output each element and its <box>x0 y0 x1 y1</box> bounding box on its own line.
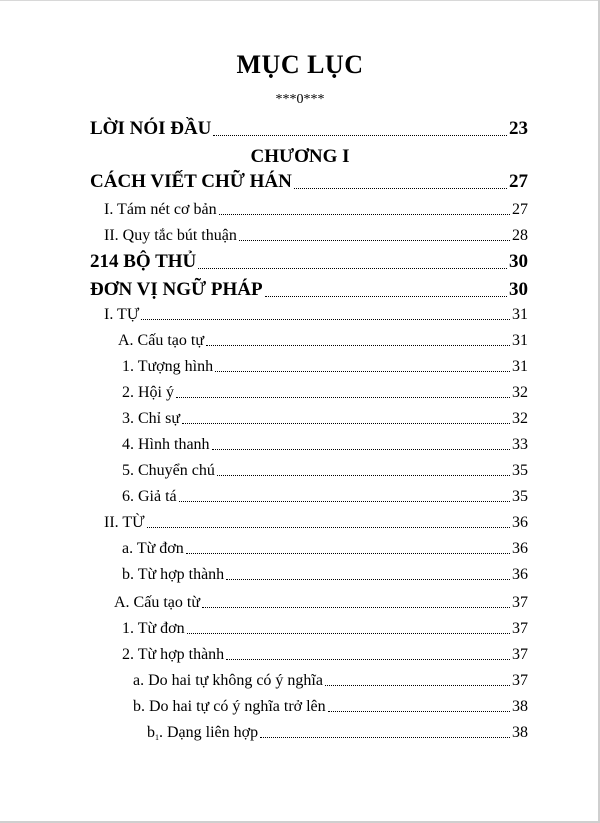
dot-leader <box>260 737 510 738</box>
toc-entry-page: 31 <box>512 358 528 375</box>
toc-entry-label: 1. Từ đơn <box>122 620 185 637</box>
dot-leader <box>147 527 510 528</box>
dot-leader <box>217 475 510 476</box>
toc-entry[interactable] <box>104 227 528 245</box>
toc-entry-page: 32 <box>512 410 528 427</box>
dot-leader <box>206 345 510 346</box>
toc-entry-label: a. Từ đơn <box>122 540 184 557</box>
dot-leader <box>198 268 507 269</box>
dot-leader <box>202 607 510 608</box>
toc-entry-page: 37 <box>512 594 528 611</box>
dot-leader <box>182 423 510 424</box>
toc-entry-page: 30 <box>509 279 528 300</box>
toc-entry-label: 3. Chỉ sự <box>122 410 181 427</box>
toc-entry-label: A. Cấu tạo từ <box>114 594 200 611</box>
toc-entry-page: 35 <box>512 488 528 505</box>
toc-entry-page: 28 <box>512 227 528 244</box>
toc-entry-label-subscript: 1 <box>155 733 159 742</box>
toc-entry[interactable] <box>122 566 528 584</box>
toc-entry-label: I. Tám nét cơ bản <box>104 201 217 218</box>
toc-entry[interactable] <box>122 410 528 428</box>
toc-entry[interactable] <box>90 251 528 273</box>
toc-entry[interactable] <box>133 698 528 716</box>
toc-entry-page: 33 <box>512 436 528 453</box>
dot-leader <box>141 319 510 320</box>
toc-entry-label: 5. Chuyển chú <box>122 462 215 479</box>
toc-entry-label: A. Cấu tạo tự <box>118 332 204 349</box>
toc-entry-page: 37 <box>512 672 528 689</box>
toc-entry-page: 31 <box>512 306 528 323</box>
toc-entry-label: LỜI NÓI ĐẦU <box>90 118 212 139</box>
toc-entry-page: 38 <box>512 724 528 741</box>
toc-entry-page: 36 <box>512 540 528 557</box>
dot-leader <box>215 371 510 372</box>
dot-leader <box>219 214 510 215</box>
toc-entry[interactable] <box>133 672 528 690</box>
toc-entry-page: 36 <box>512 514 528 531</box>
title-ornament: ***0*** <box>275 92 325 107</box>
toc-entry[interactable] <box>122 358 528 376</box>
toc-entry-page: 31 <box>512 332 528 349</box>
dot-leader <box>187 633 510 634</box>
toc-entry[interactable] <box>122 436 528 454</box>
dot-leader <box>328 711 510 712</box>
toc-entry-page: 27 <box>512 201 528 218</box>
toc-entry[interactable] <box>104 306 528 324</box>
toc-entry[interactable] <box>104 201 528 219</box>
toc-entry[interactable] <box>104 514 528 532</box>
dot-leader <box>294 188 507 189</box>
dot-leader <box>213 135 507 136</box>
toc-entry-label: 2. Từ hợp thành <box>122 646 225 663</box>
toc-entry-page: 37 <box>512 646 528 663</box>
toc-entry-label: b. Do hai tự có ý nghĩa trở lên <box>133 698 326 715</box>
dot-leader <box>325 685 510 686</box>
dot-leader <box>226 659 510 660</box>
toc-entry-label-main: b <box>147 724 155 741</box>
toc-entry-label: 4. Hình thanh <box>122 436 210 453</box>
toc-entry-label <box>147 724 258 742</box>
toc-entry-page: 35 <box>512 462 528 479</box>
chapter-heading: CHƯƠNG I <box>250 146 350 167</box>
toc-entry-label: 214 BỘ THỦ <box>90 251 197 272</box>
toc-entry[interactable] <box>122 540 528 558</box>
toc-entry-label: b. Từ hợp thành <box>122 566 225 583</box>
dot-leader <box>176 397 510 398</box>
toc-entry[interactable] <box>122 384 528 402</box>
toc-entry[interactable] <box>90 118 528 140</box>
toc-entry-label: II. TỪ <box>104 514 145 531</box>
toc-entry-label-rest: . Dạng liên hợp <box>159 724 259 741</box>
dot-leader <box>226 579 510 580</box>
toc-entry-page: 23 <box>509 118 528 139</box>
page-title: MỤC LỤC <box>236 50 364 79</box>
dot-leader <box>239 240 510 241</box>
toc-entry-page: 30 <box>509 251 528 272</box>
toc-entry[interactable] <box>90 171 528 193</box>
toc-entry-label: II. Quy tắc bút thuận <box>104 227 237 244</box>
toc-entry-page: 38 <box>512 698 528 715</box>
toc-entry-label: CÁCH VIẾT CHỮ HÁN <box>90 171 292 192</box>
toc-entry-label: 6. Giả tá <box>122 488 177 505</box>
toc-entry-label: 1. Tượng hình <box>122 358 214 375</box>
toc-entry[interactable] <box>122 488 528 506</box>
toc-entry[interactable] <box>114 594 528 612</box>
page-edge-top <box>0 0 600 1</box>
toc-entry-page: 32 <box>512 384 528 401</box>
toc-entry[interactable] <box>90 279 528 301</box>
toc-entry[interactable] <box>122 462 528 480</box>
dot-leader <box>186 553 510 554</box>
dot-leader <box>179 501 510 502</box>
toc-entry[interactable] <box>147 724 528 742</box>
toc-entry-page: 37 <box>512 620 528 637</box>
dot-leader <box>212 449 510 450</box>
toc-entry-label: ĐƠN VỊ NGỮ PHÁP <box>90 279 263 300</box>
toc-entry-label: I. TỰ <box>104 306 140 323</box>
toc-entry-label: 2. Hội ý <box>122 384 174 401</box>
toc-entry[interactable] <box>122 620 528 638</box>
toc-entry[interactable] <box>122 646 528 664</box>
toc-entry-label: a. Do hai tự không có ý nghĩa <box>133 672 323 689</box>
dot-leader <box>265 296 507 297</box>
toc-entry-page: 36 <box>512 566 528 583</box>
toc-entry-page: 27 <box>509 171 528 192</box>
toc-entry[interactable] <box>118 332 528 350</box>
